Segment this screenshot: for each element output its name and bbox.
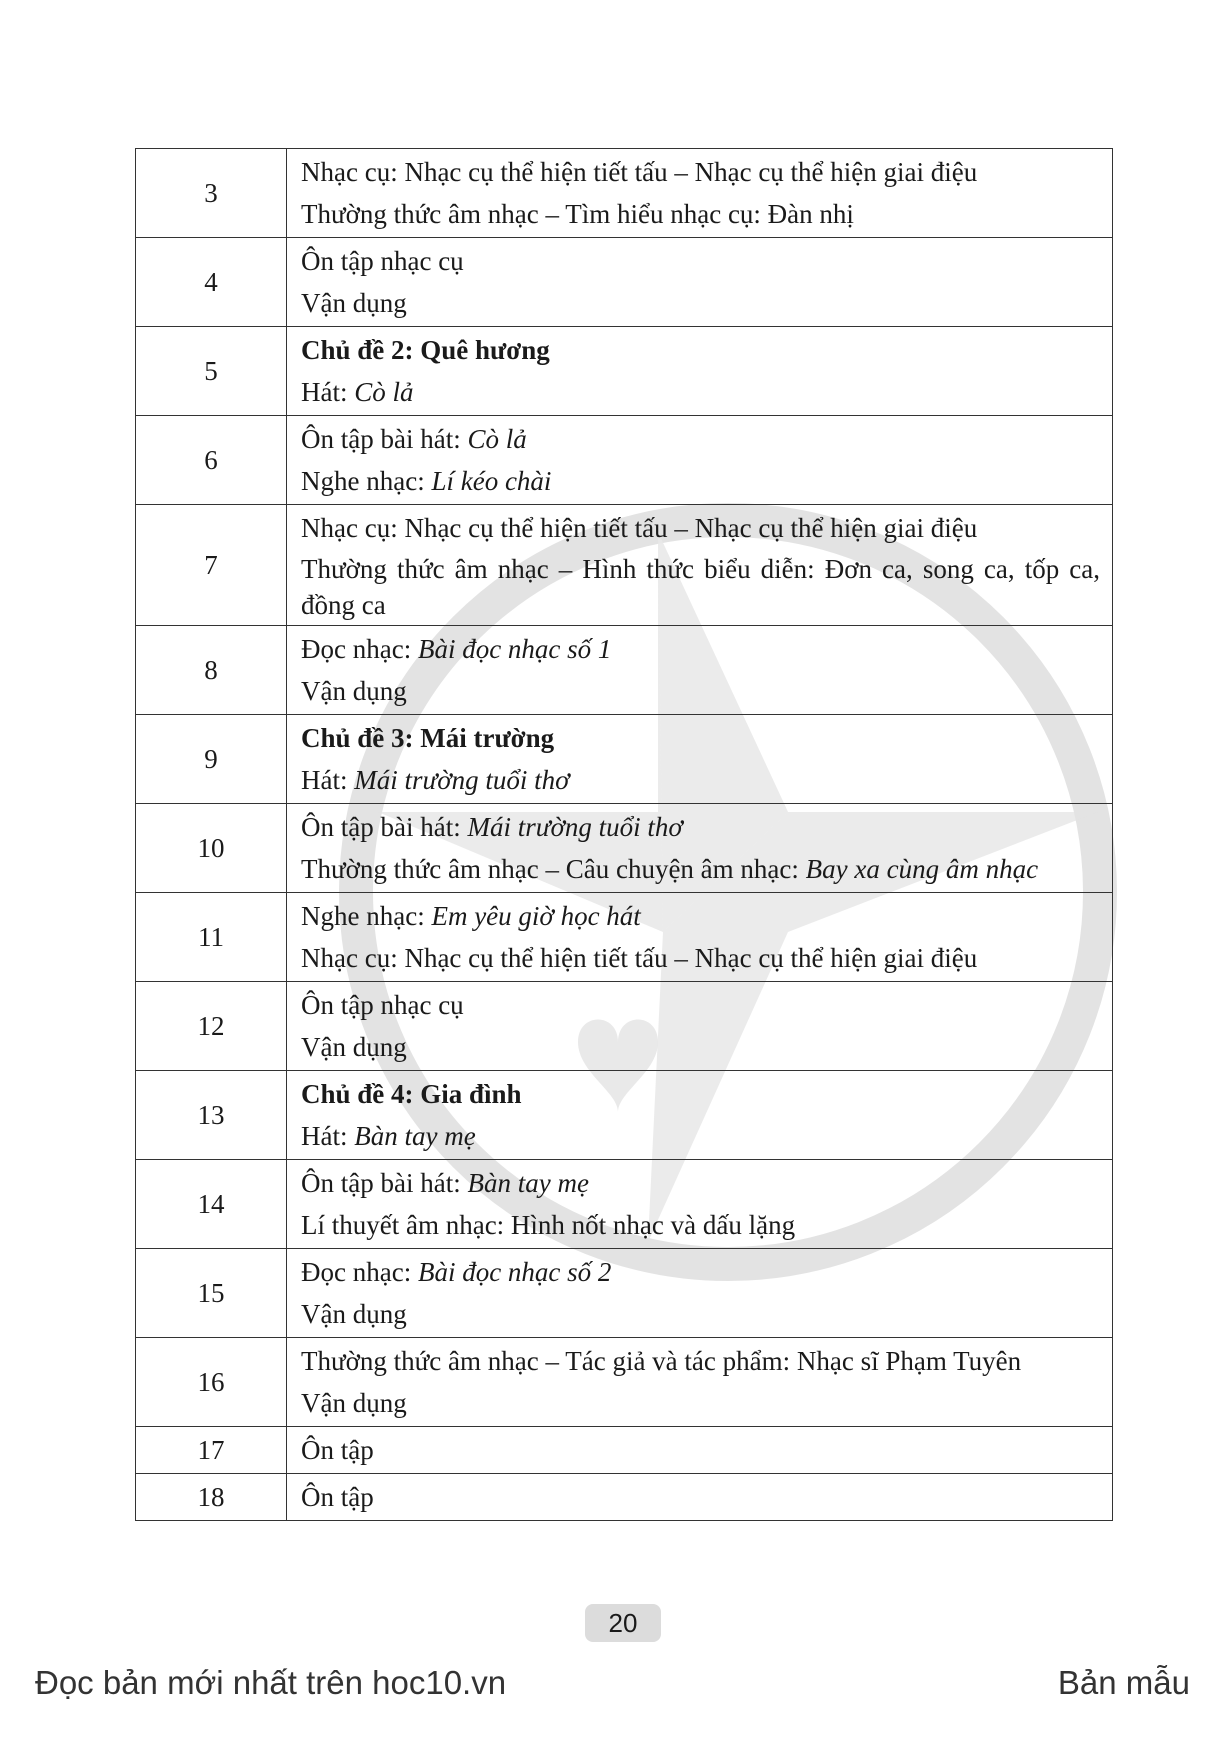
- schedule-table: [135, 148, 1113, 1521]
- lesson-line: [301, 193, 1100, 235]
- lesson-text: Đọc nhạc:: [301, 634, 418, 664]
- lesson-content-cell: [287, 505, 1113, 626]
- lesson-text: Ôn tập nhạc cụ: [301, 246, 464, 276]
- lesson-text: Vận dụng: [301, 1032, 407, 1062]
- lesson-line: [301, 984, 1100, 1026]
- lesson-text: Vận dụng: [301, 676, 407, 706]
- song-title: Bài đọc nhạc số 2: [417, 1257, 612, 1287]
- lesson-content-cell: [287, 626, 1113, 715]
- week-number-cell: 17: [136, 1427, 287, 1474]
- lesson-line: [301, 418, 1100, 460]
- lesson-content-cell: [287, 416, 1113, 505]
- footer-source-text: Đọc bản mới nhất trên hoc10.vn: [35, 1664, 507, 1701]
- lesson-line: [301, 1073, 1100, 1115]
- lesson-text: Ôn tập nhạc cụ: [301, 990, 464, 1020]
- week-number-cell: 13: [136, 1071, 287, 1160]
- lesson-text: Đọc nhạc:: [301, 1257, 418, 1287]
- lesson-content-cell: [287, 1338, 1113, 1427]
- lesson-line: [301, 1251, 1100, 1293]
- lesson-line: [301, 1293, 1100, 1335]
- lesson-line: [301, 1026, 1100, 1068]
- lesson-line: [301, 282, 1100, 324]
- lesson-line: [301, 240, 1100, 282]
- lesson-text: Hát:: [301, 377, 355, 407]
- lesson-line: [301, 895, 1100, 937]
- page-number: 20: [585, 1604, 661, 1642]
- lesson-text: Nhạc cụ: Nhạc cụ thể hiện tiết tấu – Nhạc cụ thể hiện giai điệu: [301, 157, 978, 187]
- lesson-text: Thường thức âm nhạc – Tìm hiểu nhạc cụ: Đàn nhị: [301, 199, 854, 229]
- table-row: [136, 626, 1113, 715]
- table-row: [136, 715, 1113, 804]
- lesson-text: Nghe nhạc:: [301, 901, 432, 931]
- week-number-cell: 11: [136, 893, 287, 982]
- week-number-cell: 3: [136, 149, 287, 238]
- lesson-line: [301, 151, 1100, 193]
- lesson-line: [301, 1429, 1100, 1471]
- lesson-content-cell: [287, 715, 1113, 804]
- song-title: Bay xa cùng âm nhạc: [805, 854, 1039, 884]
- week-number-cell: 18: [136, 1474, 287, 1521]
- lesson-content-cell: [287, 1160, 1113, 1249]
- topic-heading: Chủ đề 4: Gia đình: [301, 1079, 522, 1109]
- lesson-line: [301, 937, 1100, 979]
- lesson-line: [301, 371, 1100, 413]
- lesson-line: [301, 1115, 1100, 1157]
- week-number-cell: 4: [136, 238, 287, 327]
- week-number-cell: 5: [136, 327, 287, 416]
- lesson-text: Thường thức âm nhạc – Câu chuyện âm nhạc:: [301, 854, 806, 884]
- lesson-text: Ôn tập bài hát:: [301, 812, 468, 842]
- lesson-text: Nghe nhạc:: [301, 466, 432, 496]
- lesson-text: Nhạc cụ: Nhạc cụ thể hiện tiết tấu – Nhạc cụ thể hiện giai điệu: [301, 943, 978, 973]
- lesson-line: [301, 1204, 1100, 1246]
- lesson-text: Vận dụng: [301, 1388, 407, 1418]
- lesson-content-cell: [287, 893, 1113, 982]
- week-number-cell: 16: [136, 1338, 287, 1427]
- table-row: [136, 238, 1113, 327]
- lesson-content-cell: [287, 1071, 1113, 1160]
- table-row: [136, 1249, 1113, 1338]
- week-number-cell: 8: [136, 626, 287, 715]
- lesson-text: Ôn tập bài hát:: [301, 424, 468, 454]
- week-number-cell: 14: [136, 1160, 287, 1249]
- week-number-cell: 6: [136, 416, 287, 505]
- topic-heading: Chủ đề 3: Mái trường: [301, 723, 555, 753]
- lesson-text: Nhạc cụ: Nhạc cụ thể hiện tiết tấu – Nhạc cụ thể hiện giai điệu: [301, 513, 978, 543]
- lesson-text: Hát:: [301, 765, 355, 795]
- lesson-content-cell: [287, 804, 1113, 893]
- table-row: [136, 1474, 1113, 1521]
- lesson-text: Thường thức âm nhạc – Tác giả và tác phẩm: Nhạc sĩ Phạm Tuyên: [301, 1346, 1022, 1376]
- table-row: [136, 893, 1113, 982]
- lesson-line: [301, 329, 1100, 371]
- table-row: [136, 327, 1113, 416]
- song-title: Bài đọc nhạc số 1: [417, 634, 612, 664]
- lesson-line: [301, 759, 1100, 801]
- table-row: [136, 1427, 1113, 1474]
- topic-heading: Chủ đề 2: Quê hương: [301, 335, 550, 365]
- lesson-line: [301, 806, 1100, 848]
- lesson-content-cell: [287, 1474, 1113, 1521]
- lesson-line: [301, 670, 1100, 712]
- lesson-text: Ôn tập: [301, 1482, 374, 1512]
- lesson-text: Thường thức âm nhạc – Hình thức biểu diễn: Đơn ca, song ca, tốp ca, đồng ca: [301, 554, 1100, 620]
- song-title: Cò lả: [467, 424, 527, 454]
- song-title: Cò lả: [354, 377, 414, 407]
- lesson-text: Vận dụng: [301, 288, 407, 318]
- table-row: [136, 505, 1113, 626]
- lesson-line: [301, 549, 1100, 623]
- song-title: Mái trường tuổi thơ: [467, 812, 683, 842]
- lesson-line: [301, 628, 1100, 670]
- week-number-cell: 10: [136, 804, 287, 893]
- lesson-text: Ôn tập bài hát:: [301, 1168, 468, 1198]
- table-row: [136, 1160, 1113, 1249]
- lesson-content-cell: [287, 149, 1113, 238]
- lesson-text: Lí thuyết âm nhạc: Hình nốt nhạc và dấu lặng: [301, 1210, 796, 1240]
- song-title: Mái trường tuổi thơ: [354, 765, 570, 795]
- lesson-content-cell: [287, 982, 1113, 1071]
- table-row: [136, 982, 1113, 1071]
- lesson-content-cell: [287, 238, 1113, 327]
- lesson-line: [301, 507, 1100, 549]
- lesson-content-cell: [287, 1249, 1113, 1338]
- lesson-text: Vận dụng: [301, 1299, 407, 1329]
- table-row: [136, 1071, 1113, 1160]
- song-title: Bàn tay mẹ: [354, 1121, 476, 1151]
- lesson-line: [301, 1476, 1100, 1518]
- song-title: Lí kéo chài: [431, 466, 552, 496]
- week-number-cell: 7: [136, 505, 287, 626]
- table-row: [136, 149, 1113, 238]
- lesson-text: Hát:: [301, 1121, 355, 1151]
- week-number-cell: 9: [136, 715, 287, 804]
- week-number-cell: 12: [136, 982, 287, 1071]
- lesson-line: [301, 1162, 1100, 1204]
- table-row: [136, 804, 1113, 893]
- lesson-content-cell: [287, 327, 1113, 416]
- lesson-text: Ôn tập: [301, 1435, 374, 1465]
- song-title: Bàn tay mẹ: [467, 1168, 589, 1198]
- lesson-line: [301, 848, 1100, 890]
- table-row: [136, 1338, 1113, 1427]
- lesson-content-cell: [287, 1427, 1113, 1474]
- footer-sample-label: Bản mẫu: [1057, 1664, 1190, 1701]
- song-title: Em yêu giờ học hát: [431, 901, 641, 931]
- lesson-line: [301, 717, 1100, 759]
- lesson-line: [301, 1382, 1100, 1424]
- table-row: [136, 416, 1113, 505]
- week-number-cell: 15: [136, 1249, 287, 1338]
- lesson-line: [301, 460, 1100, 502]
- lesson-line: [301, 1340, 1100, 1382]
